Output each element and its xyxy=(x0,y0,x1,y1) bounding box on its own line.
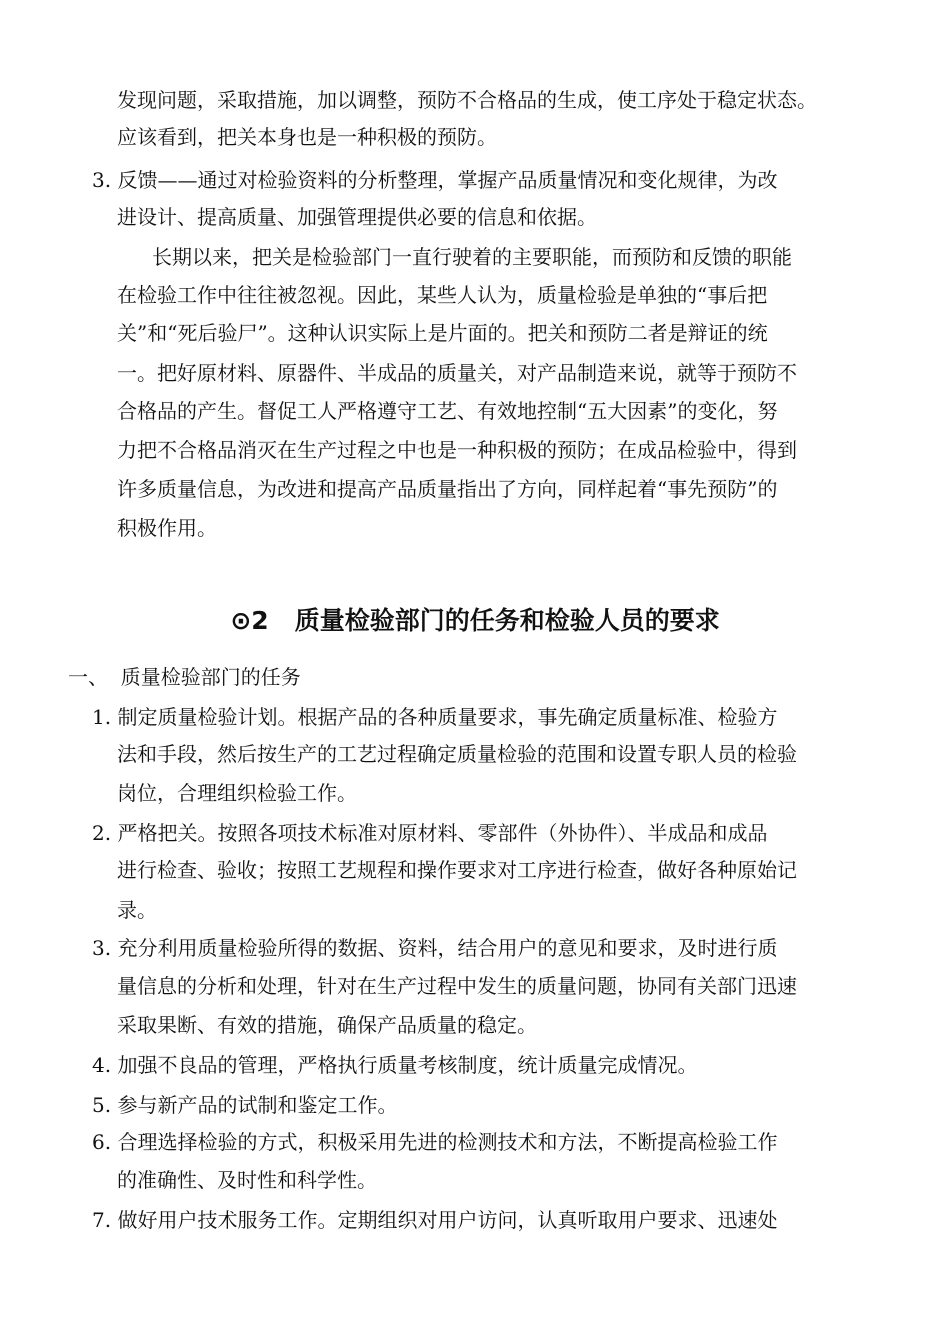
text-line: 长期以来，把关是检验部门一直行驶着的主要职能，而预防和反馈的职能 xyxy=(152,245,792,269)
text-line: 应该看到，把关本身也是一种积极的预防。 xyxy=(117,125,497,149)
text-line: 5. 参与新产品的试制和鉴定工作。 xyxy=(92,1093,398,1117)
text-line: 7. 做好用户技术服务工作。定期组织对用户访问，认真听取用户要求、迅速处 xyxy=(92,1208,778,1232)
text-line: 法和手段，然后按生产的工艺过程确定质量检验的范围和设置专职人员的检验 xyxy=(117,742,797,766)
section-title: ⊙2 质量检验部门的任务和检验人员的要求 xyxy=(230,606,720,635)
text-line: 6. 合理选择检验的方式，积极采用先进的检测技术和方法，不断提高检验工作 xyxy=(92,1130,778,1154)
text-line: 合格品的产生。督促工人严格遵守工艺、有效地控制“五大因素”的变化，努 xyxy=(117,399,778,423)
text-line: 1. 制定质量检验计划。根据产品的各种质量要求，事先确定质量标准、检验方 xyxy=(92,705,778,729)
text-line: 一。把好原材料、原器件、半成品的质量关，对产品制造来说，就等于预防不 xyxy=(117,361,797,385)
text-line: 量信息的分析和处理，针对在生产过程中发生的质量问题，协同有关部门迅速 xyxy=(117,974,797,998)
text-line: 关”和“死后验尸”。这种认识实际上是片面的。把关和预防二者是辩证的统 xyxy=(117,321,768,345)
text-line: 在检验工作中往往被忽视。因此，某些人认为，质量检验是单独的“事后把 xyxy=(117,283,768,307)
text-line: 积极作用。 xyxy=(117,516,217,540)
text-line: 3. 反馈——通过对检验资料的分析整理，掌握产品质量情况和变化规律，为改 xyxy=(92,168,778,192)
text-line: 进行检查、验收；按照工艺规程和操作要求对工序进行检查，做好各种原始记 xyxy=(117,858,797,882)
text-line: 录。 xyxy=(117,898,157,922)
subsection-heading: 一、 质量检验部门的任务 xyxy=(68,665,301,689)
text-line: 力把不合格品消灭在生产过程之中也是一种积极的预防；在成品检验中，得到 xyxy=(117,438,797,462)
text-line: 许多质量信息，为改进和提高产品质量指出了方向，同样起着“事先预防”的 xyxy=(117,477,778,501)
text-line: 2. 严格把关。按照各项技术标准对原材料、零部件（外协件）、半成品和成品 xyxy=(92,821,768,845)
text-line: 3. 充分利用质量检验所得的数据、资料，结合用户的意见和要求，及时进行质 xyxy=(92,936,778,960)
text-line: 的准确性、及时性和科学性。 xyxy=(117,1168,377,1192)
text-line: 岗位，合理组织检验工作。 xyxy=(117,781,357,805)
text-line: 发现问题，采取措施，加以调整，预防不合格品的生成，使工序处于稳定状态。 xyxy=(117,88,817,112)
text-line: 进设计、提高质量、加强管理提供必要的信息和依据。 xyxy=(117,205,597,229)
text-line: 采取果断、有效的措施，确保产品质量的稳定。 xyxy=(117,1013,537,1037)
text-line: 4. 加强不良品的管理，严格执行质量考核制度，统计质量完成情况。 xyxy=(92,1053,698,1077)
